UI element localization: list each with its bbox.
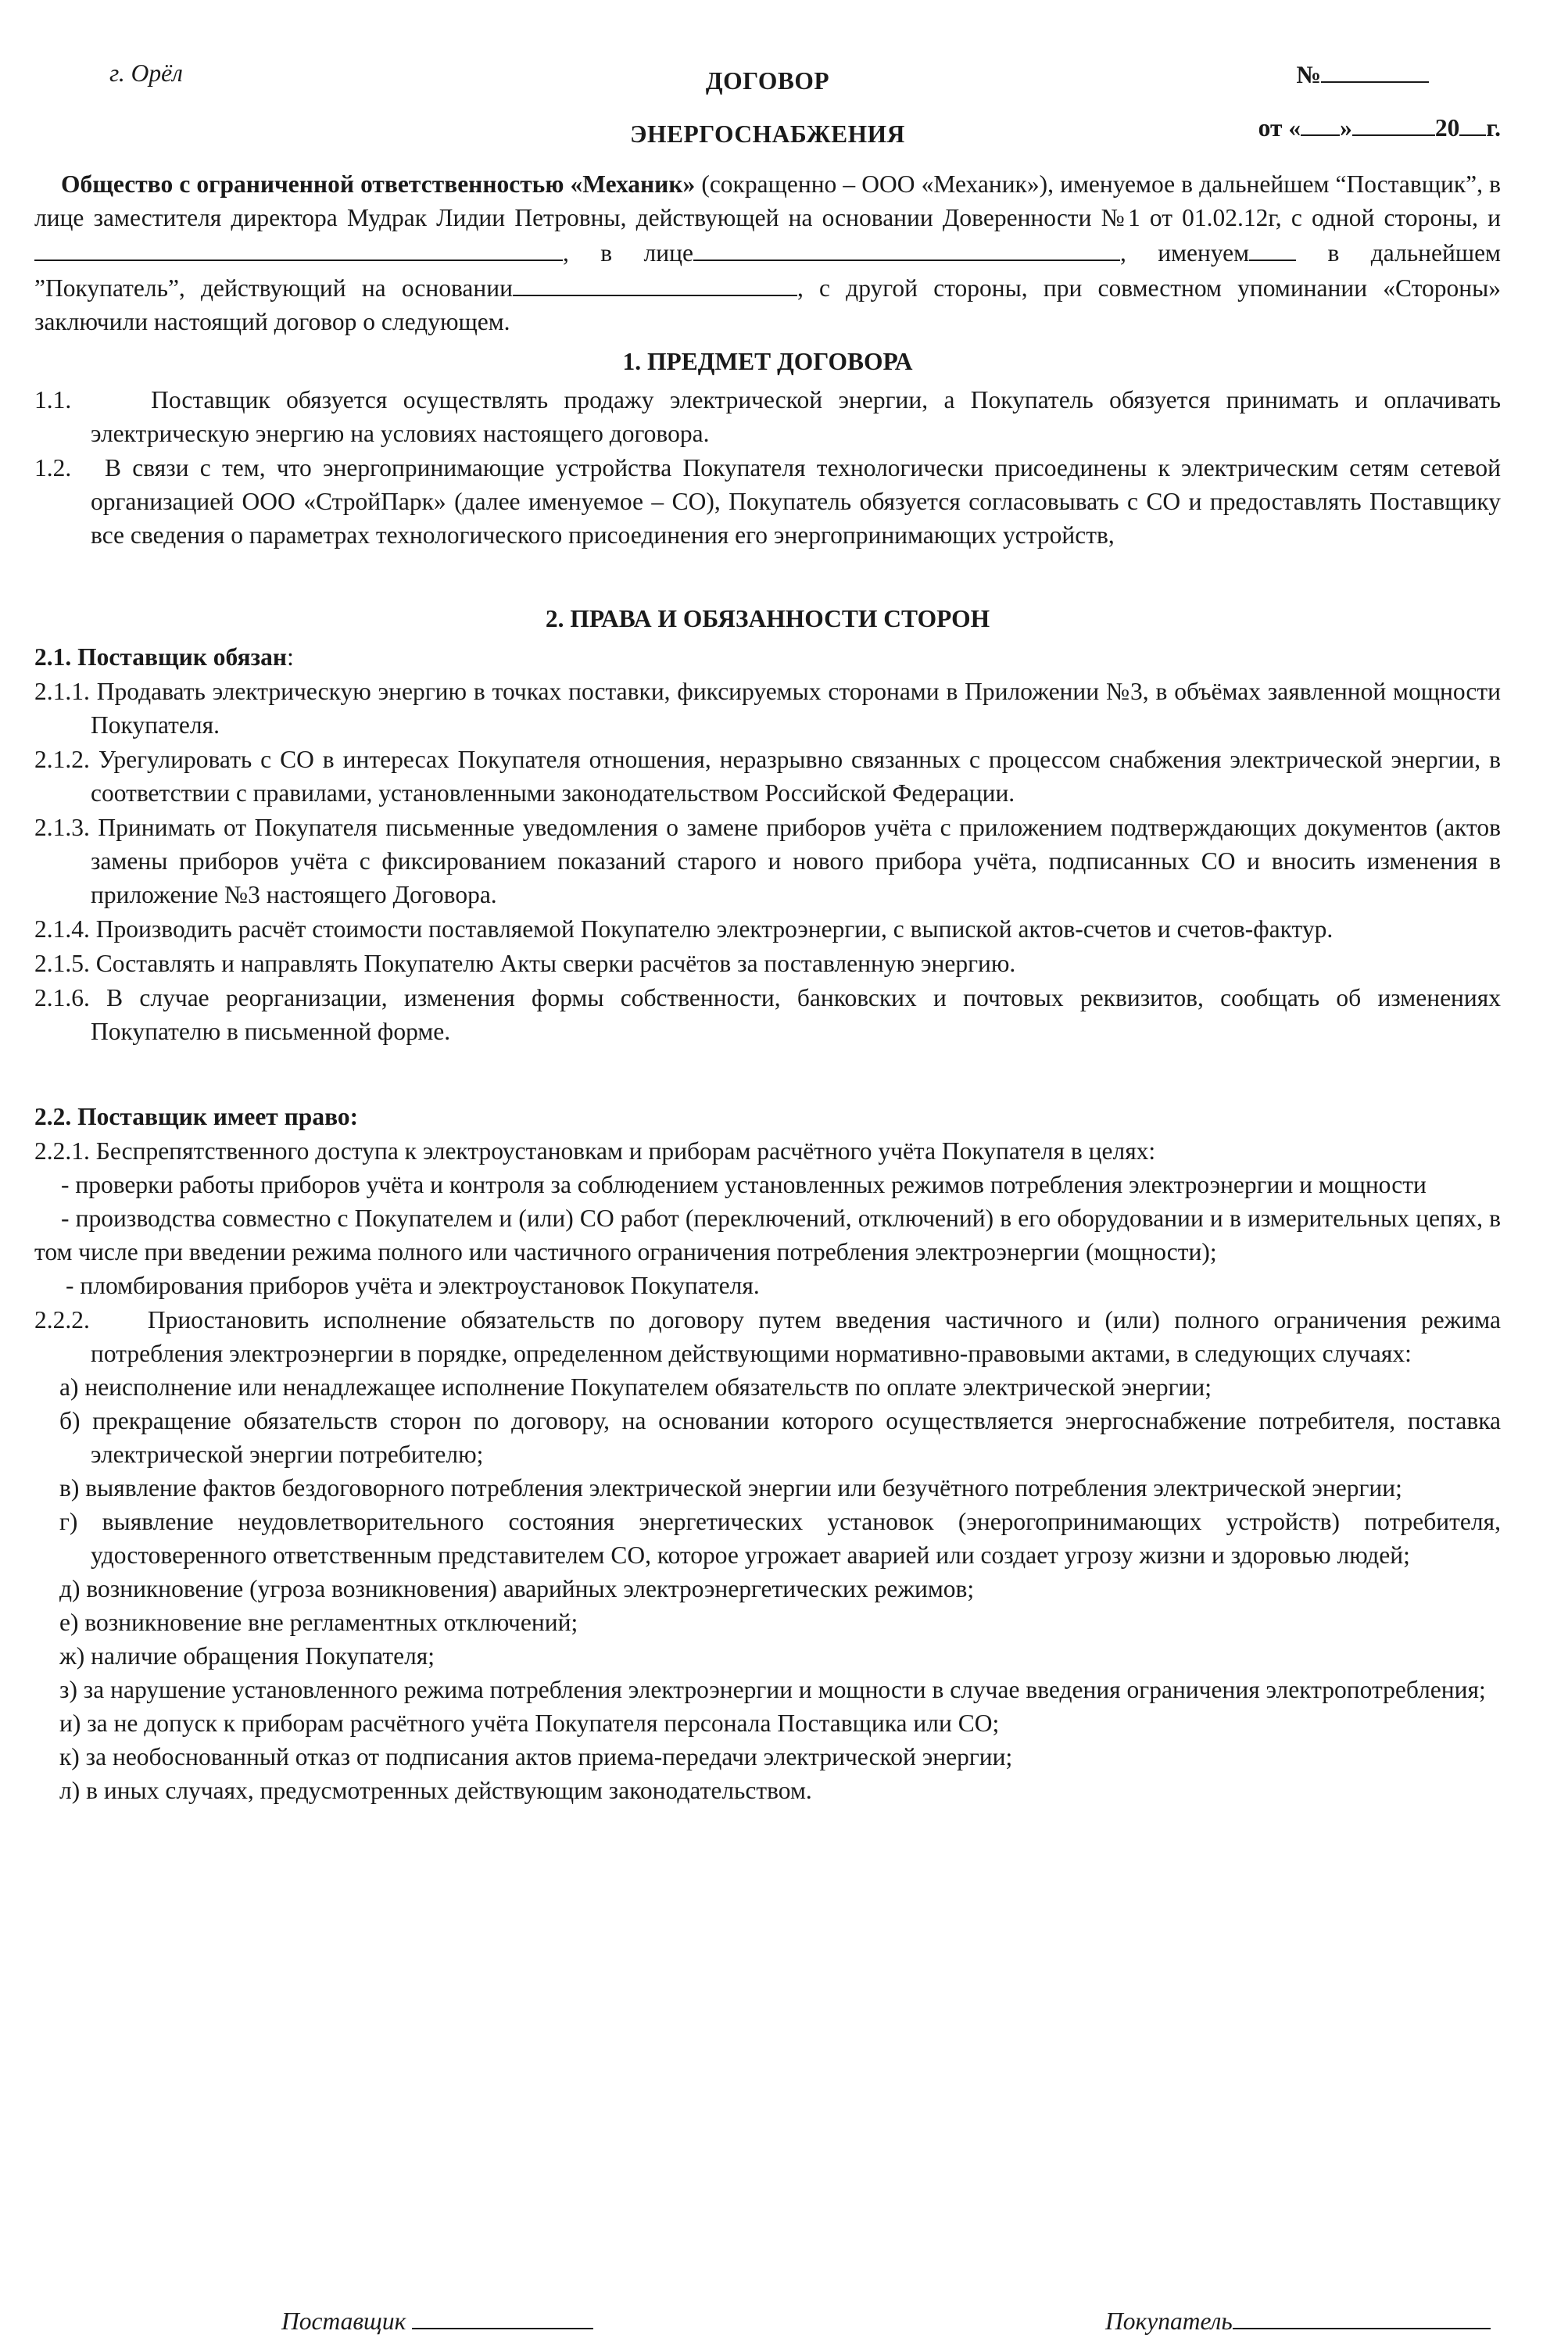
- bullet-item: - пломбирования приборов учёта и электроустановок Покупателя.: [66, 1272, 760, 1299]
- subsection-2-2-title: 2.2. Поставщик имеет право:: [34, 1103, 359, 1130]
- clause-text: Беспрепятственного доступа к электроустановкам и приборам расчётного учёта Покупателя в целях:: [95, 1137, 1156, 1165]
- section-1-heading: 1. ПРЕДМЕТ ДОГОВОРА: [622, 348, 913, 375]
- clause-text: Урегулировать с СО в интересах Покупателя отношения, неразрывно связанных с процессом снабжения электрической энергии, в соответствии с правилами, установленными законодательством Российской Федерации.: [91, 746, 1501, 807]
- clause-number: 2.2.1.: [34, 1137, 90, 1165]
- date-prefix: от «: [1258, 114, 1301, 141]
- supplier-signature-label: Поставщик: [281, 2307, 406, 2335]
- clause-number: 2.1.6.: [34, 984, 90, 1011]
- gender-ending-blank: [1249, 234, 1296, 261]
- clause-2-2-2: [34, 1303, 1501, 1370]
- clause-1-2: [34, 451, 1501, 552]
- subsection-2-1-title: [34, 640, 1501, 674]
- subsection-title-text: 2.1. Поставщик обязан: [34, 643, 288, 671]
- buyer-signature-label: Покупатель: [1105, 2307, 1233, 2335]
- list-item: г) выявление неудовлетворительного состояния энергетических установок (энерогопринимающих устройств) потребителя, удостоверенного ответственным представителем СО, которое угрожает аварией или создает угрозу жизни и здоровью людей;: [59, 1508, 1501, 1569]
- clause-1-1: [34, 383, 1501, 450]
- preamble-text-5: , с другой стороны, при совместном упоминании «Стороны» заключили настоящий договор о следующем.: [34, 274, 1501, 335]
- contract-number: [1296, 56, 1429, 91]
- clause-text: Принимать от Покупателя письменные уведомления о замене приборов учёта с приложением подтверждающих документов (актов замены приборов учёта с фиксированием показаний старого и нового прибора учёта, подписанных СО и вносить изменения в приложение №3 настоящего Договора.: [91, 814, 1501, 908]
- list-item: е) возникновение вне регламентных отключений;: [59, 1609, 578, 1636]
- clause-text: В связи с тем, что энергопринимающие устройства Покупателя технологически присоединены к электрическим сетям сетевой организацией ООО «СтройПарк» (далее именуемое – СО), Покупатель обязуется согласовывать с СО и предоставлять Поставщику все сведения о параметрах технологического присоединения его энергопринимающих устройств,: [91, 454, 1502, 549]
- contract-date: [1258, 109, 1501, 145]
- list-item: з) за нарушение установленного режима потребления электроэнергии и мощности в случае введения ограничения электропотребления;: [59, 1676, 1486, 1703]
- clause-text: Приостановить исполнение обязательств по договору путем введения частичного и (или) полного ограничения режима потребления электроэнергии в порядке, определенном действующими нормативно-правовыми актами, в следующих случаях:: [91, 1306, 1501, 1367]
- city-label: г. Орёл: [109, 59, 183, 87]
- preamble-text-4: в дальнейшем ”Покупатель”, действующий на основании: [34, 239, 1501, 302]
- preamble-text-2: , в лице: [563, 239, 693, 267]
- clause-number: 2.1.4.: [34, 915, 90, 943]
- contract-document: [34, 56, 1501, 1807]
- clause-number: 2.1.3.: [34, 814, 90, 841]
- clause-text: Поставщик обязуется осуществлять продажу электрической энергии, а Покупатель обязуется принимать и оплачивать электрическую энергию на условиях настоящего договора.: [91, 386, 1502, 447]
- clause-number: 2.1.5.: [34, 950, 90, 977]
- buyer-signature-blank: [1233, 2303, 1491, 2329]
- clause-number: 1.1.: [34, 386, 72, 414]
- clause-2-1-4: [34, 912, 1501, 946]
- clause-2-1-2: [34, 743, 1501, 810]
- clause-2-1-6: [34, 981, 1501, 1048]
- list-item: а) неисполнение или ненадлежащее исполнение Покупателем обязательств по оплате электрической энергии;: [59, 1373, 1212, 1401]
- list-item: ж) наличие обращения Покупателя;: [59, 1642, 435, 1670]
- bullet-item: - проверки работы приборов учёта и контроля за соблюдением установленных режимов потребления электроэнергии и мощности: [61, 1171, 1427, 1198]
- basis-document-blank: [513, 270, 797, 296]
- supplier-signature-blank: [412, 2303, 593, 2329]
- number-label: №: [1296, 61, 1321, 88]
- month-blank: [1352, 109, 1435, 136]
- section-2-heading: 2. ПРАВА И ОБЯЗАННОСТИ СТОРОН: [545, 605, 990, 632]
- date-quote: »: [1340, 114, 1352, 141]
- clause-text: Продавать электрическую энергию в точках поставки, фиксируемых сторонами в Приложении №3, в объёмах заявленной мощности Покупателя.: [91, 678, 1501, 739]
- supplier-signature: [281, 2303, 593, 2336]
- clause-2-1-1: [34, 675, 1501, 742]
- clause-2-1-3: [34, 811, 1501, 911]
- list-item: л) в иных случаях, предусмотренных действующим законодательством.: [59, 1777, 812, 1804]
- document-subtitle: ЭНЕРГОСНАБЖЕНИЯ: [630, 120, 905, 148]
- buyer-signature: [1105, 2303, 1491, 2336]
- list-item: к) за необоснованный отказ от подписания актов приема-передачи электрической энергии;: [59, 1743, 1013, 1770]
- preamble-text-3: , именуем: [1119, 239, 1250, 267]
- clause-2-1-5: [34, 947, 1501, 980]
- clause-text: В случае реорганизации, изменения формы собственности, банковских и почтовых реквизитов, сообщать об изменениях Покупателю в письменной форме.: [91, 984, 1502, 1045]
- list-item: в) выявление фактов бездоговорного потребления электрической энергии или безучётного потребления электрической энергии;: [59, 1474, 1402, 1502]
- list-item: и) за не допуск к приборам расчётного учёта Покупателя персонала Поставщика или СО;: [59, 1710, 1000, 1737]
- document-header: [34, 56, 1501, 163]
- day-blank: [1301, 109, 1340, 136]
- list-item: д) возникновение (угроза возникновения) аварийных электроэнергетических режимов;: [59, 1575, 975, 1602]
- buyer-name-blank: [34, 234, 563, 261]
- document-title: ДОГОВОР: [705, 67, 830, 95]
- number-blank: [1321, 56, 1429, 83]
- clause-number: 2.1.1.: [34, 678, 90, 705]
- list-item: б) прекращение обязательств сторон по договору, на основании которого осуществляется энергоснабжение потребителя, поставка электрической энергии потребителю;: [59, 1407, 1501, 1468]
- clause-2-2-1: [34, 1134, 1501, 1168]
- date-suffix: г.: [1486, 114, 1501, 141]
- clause-number: 2.1.2.: [34, 746, 90, 773]
- clause-text: Составлять и направлять Покупателю Акты сверки расчётов за поставленную энергию.: [95, 950, 1016, 977]
- clause-number: 2.2.2.: [34, 1306, 90, 1334]
- subsection-colon: :: [287, 643, 294, 671]
- representative-blank: [693, 234, 1120, 261]
- preamble-paragraph: [34, 167, 1501, 338]
- supplier-company-name: Общество с ограниченной ответственностью «Механик»: [61, 170, 696, 198]
- year-blank: [1459, 109, 1486, 136]
- clause-number: 1.2.: [34, 454, 72, 482]
- bullet-item: - производства совместно с Покупателем и (или) СО работ (переключений, отключений) в его оборудовании и в измерительных цепях, в том числе при введении режима полного или частичного ограничения потребления электроэнергии (мощности);: [34, 1205, 1501, 1266]
- date-year: 20: [1434, 114, 1460, 141]
- preamble-text-1: (сокращенно – ООО «Механик»), именуемое в дальнейшем “Поставщик”, в лице заместителя директора Мудрак Лидии Петровны, действующей на основании Доверенности №1 от 01.02.12г, с одной стороны, и: [34, 170, 1502, 231]
- clause-text: Производить расчёт стоимости поставляемой Покупателю электроэнергии, с выпиской актов-счетов и счетов-фактур.: [95, 915, 1334, 943]
